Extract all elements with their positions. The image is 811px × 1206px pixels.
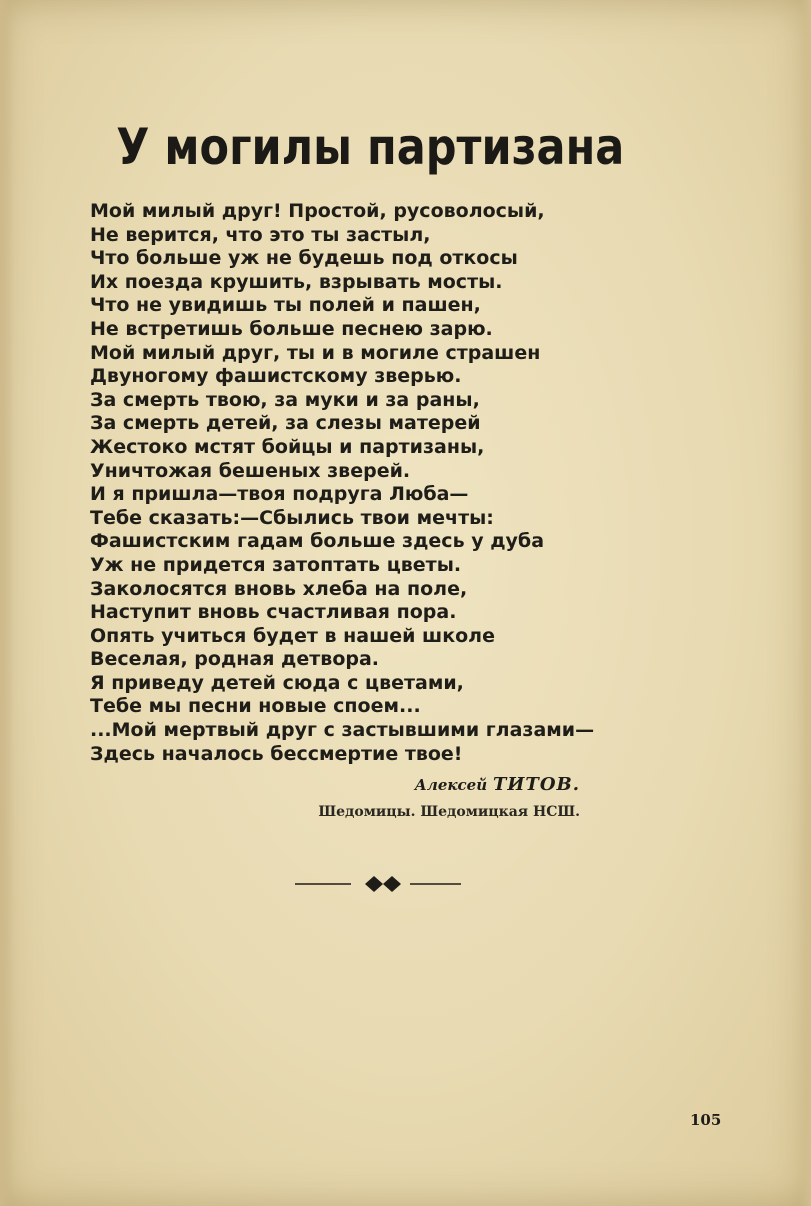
poem-title: У могилы партизана — [116, 118, 625, 176]
poem-line: ...Мой мертвый друг с застывшими глазами— — [90, 719, 595, 742]
page-edge-left — [0, 0, 14, 1206]
poem-line: Мой милый друг! Простой, русоволосый, — [90, 200, 545, 222]
poem-line: Жестоко мстят бойцы и партизаны, — [90, 435, 485, 458]
poem-line: За смерть твою, за муки и за раны, — [90, 388, 480, 411]
poem-line: Уж не придется затоптать цветы. — [90, 553, 462, 576]
poem-line: Что больше уж не будешь под откосы — [90, 247, 518, 270]
ornament-divider-icon — [293, 870, 463, 898]
poem-line: За смерть детей, за слезы матерей — [90, 412, 481, 435]
page-number: 105 — [690, 1111, 722, 1129]
author-first-name: Алексей — [414, 776, 488, 794]
poem-line: Тебе мы песни новые споем... — [90, 695, 421, 718]
poem-line: Мой милый друг, ты и в могиле страшен — [90, 341, 541, 364]
poem-line: И я пришла—твоя подруга Люба— — [90, 483, 469, 506]
poem-body — [90, 200, 650, 766]
author-signature — [300, 772, 580, 798]
poem-line: Двуногому фашистскому зверью. — [90, 365, 462, 388]
poem-line: Их поезда крушить, взрывать мосты. — [90, 270, 503, 293]
poem-line: Опять учиться будет в нашей школе — [90, 624, 495, 647]
page-edge-right — [799, 0, 811, 1206]
poem-line: Я приведу детей сюда с цветами, — [90, 671, 464, 694]
poem-line: Не встретишь больше песнею зарю. — [90, 317, 493, 340]
poem-line: Уничтожая бешеных зверей. — [90, 459, 411, 482]
poem-line: Веселая, родная детвора. — [90, 648, 380, 671]
poem-line: Что не увидишь ты полей и пашен, — [90, 294, 481, 317]
author-last-name: ТИТОВ. — [493, 774, 580, 795]
poem-line: Заколосятся вновь хлеба на поле, — [90, 577, 468, 600]
poem-line: Здесь началось бессмертие твое! — [90, 742, 463, 765]
poem-line: Наступит вновь счастливая пора. — [90, 601, 457, 624]
author-place: Шедомицы. Шедомицкая НСШ. — [318, 804, 580, 820]
poem-line: Фашистским гадам больше здесь у дуба — [90, 530, 545, 553]
poem-line: Не верится, что это ты застыл, — [90, 223, 431, 246]
poem-line: Тебе сказать:—Сбылись твои мечты: — [90, 506, 494, 529]
